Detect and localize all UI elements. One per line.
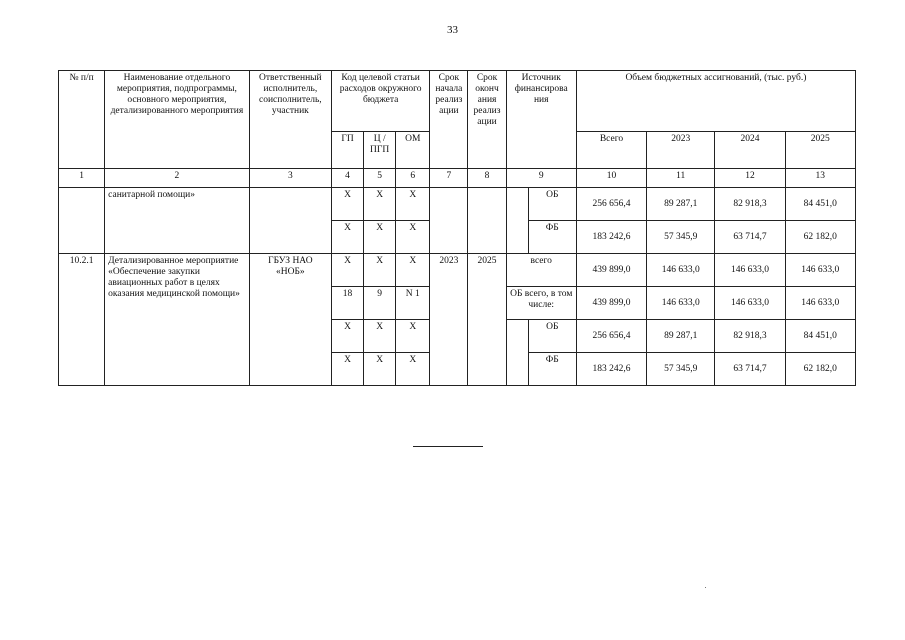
col-index: 11	[647, 169, 715, 188]
header-end: Срок оконч ания реализ ации	[468, 71, 506, 169]
col-index: 4	[331, 169, 363, 188]
cell-om: N 1	[396, 287, 430, 320]
cell-cpgp: Х	[364, 320, 396, 353]
cell-2025: 146 633,0	[785, 254, 855, 287]
header-volume: Объем бюджетных ассигнований, (тыс. руб.)	[576, 71, 855, 132]
header-source: Источник финансирова ния	[506, 71, 576, 169]
row-num: 10.2.1	[59, 254, 105, 386]
col-index: 3	[249, 169, 331, 188]
col-index: 9	[506, 169, 576, 188]
cell-source: ФБ	[528, 221, 576, 254]
cell-start: 2023	[430, 254, 468, 386]
header-2024: 2024	[715, 132, 785, 169]
col-index: 7	[430, 169, 468, 188]
table-row	[59, 188, 856, 221]
row-responsible	[249, 188, 331, 254]
cell-cpgp: Х	[364, 221, 396, 254]
header-gp: ГП	[331, 132, 363, 169]
cell-source: ОБ	[528, 320, 576, 353]
budget-table	[58, 70, 856, 386]
cell-start	[430, 188, 468, 254]
cell-2024: 82 918,3	[715, 188, 785, 221]
cell-2025: 62 182,0	[785, 353, 855, 386]
cell-2025: 84 451,0	[785, 320, 855, 353]
col-index: 6	[396, 169, 430, 188]
cell-source: всего	[506, 254, 576, 287]
end-rule	[413, 446, 483, 447]
cell-gp: Х	[331, 188, 363, 221]
cell-gp: Х	[331, 221, 363, 254]
cell-cpgp: Х	[364, 254, 396, 287]
header-num: № п/п	[59, 71, 105, 169]
cell-source-pad	[506, 320, 528, 386]
header-cpgp: Ц / ПГП	[364, 132, 396, 169]
cell-end: 2025	[468, 254, 506, 386]
col-index: 12	[715, 169, 785, 188]
cell-cpgp: 9	[364, 287, 396, 320]
cell-gp: Х	[331, 254, 363, 287]
header-om: ОМ	[396, 132, 430, 169]
cell-2025: 146 633,0	[785, 287, 855, 320]
cell-total: 439 899,0	[576, 287, 646, 320]
row-responsible: ГБУЗ НАО «НОБ»	[249, 254, 331, 386]
cell-2024: 82 918,3	[715, 320, 785, 353]
cell-2023: 57 345,9	[647, 221, 715, 254]
col-index: 1	[59, 169, 105, 188]
cell-source: ФБ	[528, 353, 576, 386]
cell-2023: 146 633,0	[647, 287, 715, 320]
cell-om: Х	[396, 353, 430, 386]
cell-source: ОБ всего, в том числе:	[506, 287, 576, 320]
cell-2024: 146 633,0	[715, 287, 785, 320]
cell-2023: 89 287,1	[647, 320, 715, 353]
cell-total: 256 656,4	[576, 188, 646, 221]
cell-total: 183 242,6	[576, 221, 646, 254]
cell-om: Х	[396, 320, 430, 353]
header-name: Наименование отдельного мероприятия, подпрограммы, основного мероприятия, детализированного мероприятия	[105, 71, 250, 169]
cell-gp: Х	[331, 320, 363, 353]
header-responsible: Ответственный исполнитель, соисполнитель, участник	[249, 71, 331, 169]
cell-total: 256 656,4	[576, 320, 646, 353]
row-name: санитарной помощи»	[105, 188, 250, 254]
cell-om: Х	[396, 254, 430, 287]
col-index: 8	[468, 169, 506, 188]
cell-om: Х	[396, 188, 430, 221]
header-code: Код целевой статьи расходов окружного бюджета	[331, 71, 429, 132]
cell-source: ОБ	[528, 188, 576, 221]
cell-source-pad	[506, 188, 528, 254]
cell-total: 439 899,0	[576, 254, 646, 287]
cell-end	[468, 188, 506, 254]
header-2023: 2023	[647, 132, 715, 169]
cell-2023: 146 633,0	[647, 254, 715, 287]
cell-2023: 89 287,1	[647, 188, 715, 221]
cell-gp: 18	[331, 287, 363, 320]
row-name: Детализированное мероприятие «Обеспечение закупки авиационных работ в целях оказания медицинской помощи»	[105, 254, 250, 386]
table-row	[59, 254, 856, 287]
cell-2025: 84 451,0	[785, 188, 855, 221]
header-total: Всего	[576, 132, 646, 169]
header-2025: 2025	[785, 132, 855, 169]
cell-gp: Х	[331, 353, 363, 386]
col-index: 13	[785, 169, 855, 188]
cell-2024: 63 714,7	[715, 353, 785, 386]
cell-cpgp: Х	[364, 188, 396, 221]
col-index: 2	[105, 169, 250, 188]
cell-2025: 62 182,0	[785, 221, 855, 254]
cell-2024: 63 714,7	[715, 221, 785, 254]
cell-total: 183 242,6	[576, 353, 646, 386]
col-index: 10	[576, 169, 646, 188]
page-number: 33	[447, 24, 458, 36]
cell-2024: 146 633,0	[715, 254, 785, 287]
cell-om: Х	[396, 221, 430, 254]
col-index: 5	[364, 169, 396, 188]
cell-2023: 57 345,9	[647, 353, 715, 386]
row-num	[59, 188, 105, 254]
cell-cpgp: Х	[364, 353, 396, 386]
header-start: Срок начала реализ ации	[430, 71, 468, 169]
scan-speck	[705, 587, 706, 588]
